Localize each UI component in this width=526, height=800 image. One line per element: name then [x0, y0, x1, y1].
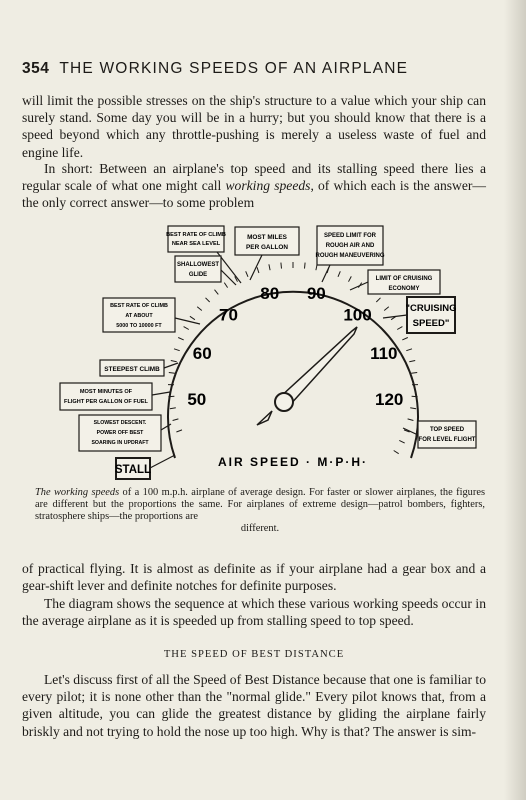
dial-tick [338, 271, 340, 277]
svg-text:BEST RATE OF CLIMB: BEST RATE OF CLIMB [110, 303, 168, 309]
paragraph-5: Let's discuss first of all the Speed of Best Distance because that one is familiar to every pilot; it is none other than the "normal glide." Every pilot knows that, from a given altitude, you can glide the greatest distance by gliding the airplane fairly briskly and not trying to hold the nose up too high. Why is that? The answer is sim- [22, 672, 486, 739]
label-slowest-descent [79, 415, 171, 451]
paragraph-2-end: , of which each is the answer—the only correct answer—to some problem [22, 178, 487, 211]
dial-tick-label: 110 [370, 343, 398, 363]
dial-tick [197, 307, 202, 311]
svg-text:SLOWEST DESCENT.: SLOWEST DESCENT. [93, 420, 147, 426]
label-steepest-climb [100, 360, 178, 376]
svg-text:BEST RATE OF CLIMB: BEST RATE OF CLIMB [166, 232, 226, 238]
dial-tick [376, 298, 380, 302]
label-limit-cruising-economy [350, 270, 440, 294]
dial-tick-label: 90 [306, 283, 326, 303]
svg-text:NEAR SEA LEVEL: NEAR SEA LEVEL [171, 241, 221, 247]
svg-text:FLIGHT PER GALLON OF FUEL: FLIGHT PER GALLON OF FUEL [64, 399, 148, 405]
svg-text:ROUGH MANEUVERING: ROUGH MANEUVERING [315, 253, 385, 259]
dial-tick [394, 451, 399, 454]
paragraph-2-start: In short: Between an airplane's top speed and its stalling speed there lies a regular scale of what one might call [22, 161, 486, 194]
svg-text:MOST MINUTES OF: MOST MINUTES OF [79, 389, 133, 395]
paragraph-2-emphasis: working speeds [225, 178, 311, 194]
dial-tick [173, 419, 179, 421]
page-number: 354 [22, 60, 50, 77]
svg-text:5000 TO 10000 FT: 5000 TO 10000 FT [116, 323, 162, 329]
label-top-speed [403, 421, 476, 448]
dial-tick [171, 361, 177, 362]
dial-tick [176, 430, 182, 432]
svg-text:ECONOMY: ECONOMY [388, 286, 420, 292]
dial-tick [281, 263, 282, 269]
paragraph-1: will limit the possible stresses on the ship's structure to a value which your ship can surely stand. Some day you will be in a hurry; but you should know that there is a speed beyond which any throttle-pushing is merely a useless waste of fuel and engine life. [22, 93, 486, 160]
dial-tick [412, 396, 418, 397]
dial-tick [349, 276, 352, 281]
dial-tick-label: 100 [343, 305, 372, 325]
dial-tick [305, 263, 306, 269]
dial-tick [168, 396, 174, 397]
paragraph-3: of practical flying. It is almost as definite as if your airplane had a gear box and a gear-shift lever and definite notches for definite purposes. [22, 561, 486, 594]
svg-text:SPEED": SPEED" [412, 318, 450, 329]
dial-tick-label: 50 [187, 390, 207, 410]
dial-tick [409, 361, 415, 362]
dial-tick [406, 349, 412, 351]
caption-last-line: different. [240, 523, 280, 534]
caption-text: of a 100 m.p.h. airplane of average design. For faster or slower airplanes, the figures are different but the proportions the same. For airplanes of extreme design—patrol bombers, fighters, stratosphere ships—the proportions are [35, 487, 485, 522]
dial-tick [410, 408, 416, 409]
label-most-miles [235, 227, 299, 280]
dial-tick-label: 60 [192, 343, 212, 363]
running-title: THE WORKING SPEEDS OF AN AIRPLANE [59, 60, 409, 77]
svg-text:SPEED LIMIT FOR: SPEED LIMIT FOR [323, 233, 377, 239]
figure-caption [35, 487, 485, 535]
svg-text:POWER OFF BEST: POWER OFF BEST [96, 430, 144, 436]
dial-tick [206, 298, 210, 302]
svg-text:MOST MILES: MOST MILES [247, 234, 287, 241]
section-heading: THE SPEED OF BEST DISTANCE [163, 649, 345, 660]
label-stall [115, 455, 175, 479]
svg-text:PER GALLON: PER GALLON [246, 244, 288, 251]
dial-tick [184, 327, 189, 330]
svg-text:ROUGH AIR AND: ROUGH AIR AND [325, 243, 375, 249]
svg-text:GLIDE: GLIDE [188, 272, 208, 278]
dial-tick [257, 267, 259, 273]
label-most-minutes [60, 383, 170, 410]
dial-tick [269, 264, 270, 270]
svg-text:STEEPEST CLIMB: STEEPEST CLIMB [104, 366, 160, 373]
dial-tick-label: 70 [219, 305, 238, 325]
dial-tick [224, 283, 227, 288]
svg-text:SOARING IN UPDRAFT: SOARING IN UPDRAFT [91, 440, 149, 446]
dial-tick [174, 349, 180, 351]
dial-tick [246, 271, 248, 277]
svg-text:LIMIT OF CRUISING: LIMIT OF CRUISING [375, 276, 433, 282]
label-best-climb-altitude [103, 298, 200, 332]
svg-text:STALL: STALL [114, 464, 152, 476]
dial-tick [190, 316, 195, 319]
airspeed-needle [257, 327, 357, 425]
svg-text:"CRUISING: "CRUISING [405, 303, 457, 314]
dial-tick [384, 307, 389, 311]
svg-text:AT ABOUT: AT ABOUT [125, 313, 153, 319]
caption-emphasis: The working speeds [35, 487, 120, 498]
dial-tick [178, 338, 184, 340]
dial-tick [408, 419, 414, 421]
svg-text:FOR LEVEL FLIGHT: FOR LEVEL FLIGHT [418, 437, 476, 443]
dial-arc [168, 292, 418, 458]
dial-tick [399, 440, 404, 443]
dial-tick [402, 338, 408, 340]
svg-text:TOP SPEED: TOP SPEED [429, 427, 465, 433]
dial-tick-label: 80 [260, 283, 280, 303]
dial-tick [411, 373, 417, 374]
dial-tick [397, 327, 402, 330]
dial-tick [169, 373, 175, 374]
label-cruising-speed [383, 297, 456, 333]
dial-title: AIR SPEED · M·P·H· [218, 455, 368, 469]
dial-tick-label: 120 [375, 390, 404, 410]
dial-tick [170, 408, 176, 409]
label-shallowest-glide [175, 256, 236, 285]
svg-text:SHALLOWEST: SHALLOWEST [177, 262, 219, 268]
dial-tick [215, 290, 219, 295]
paragraph-4: The diagram shows the sequence at which these various working speeds occur in the average airplane as it is speeded up from stalling speed to top speed. [22, 596, 486, 629]
